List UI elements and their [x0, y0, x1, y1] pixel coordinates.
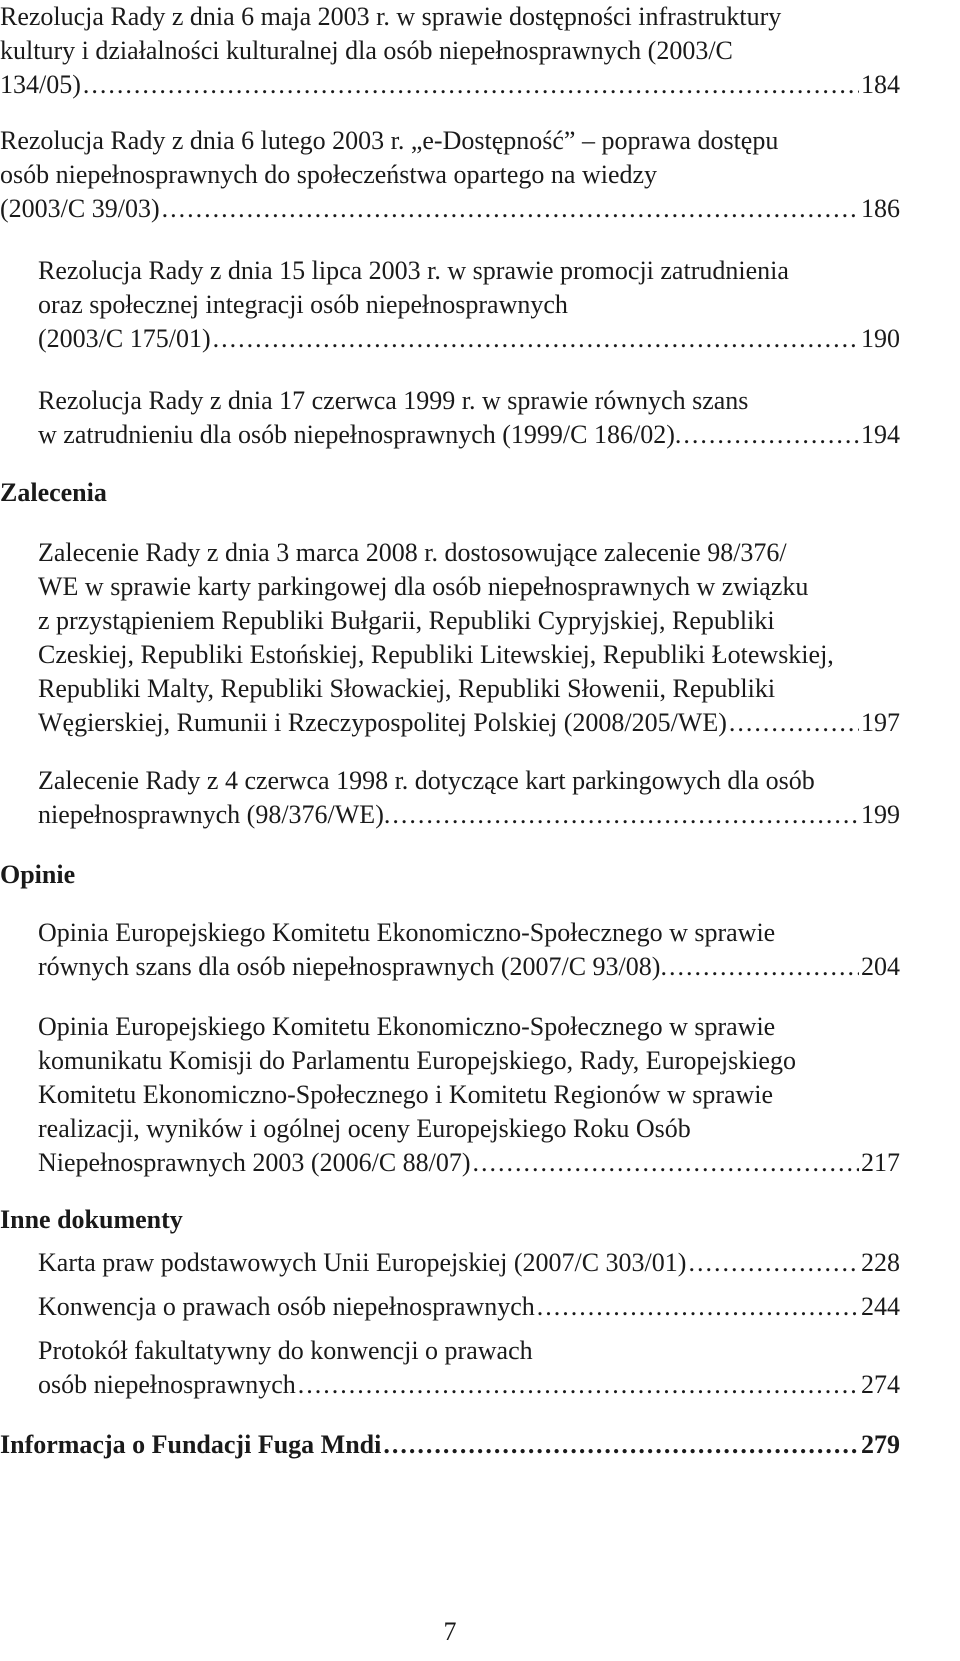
entry-line: z przystąpieniem Republiki Bułgarii, Republiki Cypryjskiej, Republiki [38, 606, 775, 635]
leader-dots [83, 68, 859, 102]
leader-dots [688, 1246, 859, 1280]
entry-last-line [38, 322, 900, 356]
entry-last-line [0, 1428, 900, 1462]
entry-text: Karta praw podstawowych Unii Europejskiej (2007/C 303/01) [38, 1248, 687, 1277]
leader-dots [537, 1290, 859, 1324]
leader-dots [683, 418, 859, 452]
entry-last-line [38, 1290, 900, 1324]
entry-line: Protokół fakultatywny do konwencji o prawach [38, 1336, 533, 1365]
entry-last-line [38, 1146, 900, 1180]
page-ref: 204 [861, 952, 900, 981]
entry-text: niepełnosprawnych (98/376/WE). [38, 800, 391, 829]
page-ref: 197 [861, 708, 900, 737]
section-heading-opinie: Opinie [0, 860, 76, 889]
page-ref: 199 [861, 800, 900, 829]
entry-line: Czeskiej, Republiki Estońskiej, Republiki Litewskiej, Republiki Łotewskiej, [38, 640, 834, 669]
entry-line: Republiki Malty, Republiki Słowackiej, Republiki Słowenii, Republiki [38, 674, 776, 703]
entry-last-line [38, 950, 900, 984]
entry-text: (2003/C 175/01) [38, 324, 211, 353]
page-ref: 184 [861, 70, 900, 99]
entry-text: w zatrudnieniu dla osób niepełnosprawnych (1999/C 186/02). [38, 420, 682, 449]
entry-last-line [38, 1246, 900, 1280]
leader-dots [383, 1428, 859, 1462]
entry-text: Konwencja o prawach osób niepełnosprawnych [38, 1292, 535, 1321]
entry-last-line [0, 68, 900, 102]
leader-dots [473, 1146, 859, 1180]
entry-line: Rezolucja Rady z dnia 6 lutego 2003 r. „e-Dostępność” – poprawa dostępu [0, 126, 779, 155]
page-ref: 190 [861, 324, 900, 353]
entry-text: Węgierskiej, Rumunii i Rzeczypospolitej Polskiej (2008/205/WE) [38, 708, 727, 737]
entry-text: (2003/C 39/03) [0, 194, 160, 223]
entry-text: równych szans dla osób niepełnosprawnych (2007/C 93/08). [38, 952, 667, 981]
toc-entry [38, 916, 900, 984]
entry-text: Niepełnosprawnych 2003 (2006/C 88/07) [38, 1148, 471, 1177]
entry-line: Rezolucja Rady z dnia 6 maja 2003 r. w sprawie dostępności infrastruktury [0, 2, 782, 31]
page-ref: 194 [861, 420, 900, 449]
toc-entry [38, 254, 900, 356]
entry-line: Komitetu Ekonomiczno-Społecznego i Komitetu Regionów w sprawie [38, 1080, 774, 1109]
page-ref: 274 [861, 1370, 900, 1399]
entry-last-line [0, 192, 900, 226]
entry-line: Rezolucja Rady z dnia 15 lipca 2003 r. w sprawie promocji zatrudnienia [38, 256, 789, 285]
leader-dots [298, 1368, 859, 1402]
entry-last-line [38, 798, 900, 832]
toc-entry [38, 536, 900, 740]
entry-line: Opinia Europejskiego Komitetu Ekonomiczno-Społecznego w sprawie [38, 918, 776, 947]
leader-dots [669, 950, 859, 984]
leader-dots [162, 192, 859, 226]
toc-entry [38, 764, 900, 832]
entry-line: osób niepełnosprawnych do społeczeństwa opartego na wiedzy [0, 160, 658, 189]
entry-line: Zalecenie Rady z 4 czerwca 1998 r. dotyczące kart parkingowych dla osób [38, 766, 815, 795]
section-heading-zalecenia: Zalecenia [0, 478, 107, 507]
toc-entry [0, 1428, 900, 1462]
section-heading-inne-dokumenty: Inne dokumenty [0, 1205, 183, 1234]
toc-entry [38, 384, 900, 452]
toc-entry [0, 124, 900, 226]
entry-last-line [38, 418, 900, 452]
entry-line: WE w sprawie karty parkingowej dla osób niepełnosprawnych w związku [38, 572, 809, 601]
page-ref: 279 [861, 1430, 900, 1459]
entry-line: Opinia Europejskiego Komitetu Ekonomiczno-Społecznego w sprawie [38, 1012, 776, 1041]
entry-last-line [38, 706, 900, 740]
page-ref: 228 [861, 1248, 900, 1277]
entry-text: Informacja o Fundacji Fuga Mndi [0, 1430, 382, 1459]
leader-dots [213, 322, 859, 356]
toc-entry [38, 1010, 900, 1180]
entry-text: 134/05) [0, 70, 81, 99]
toc-entry [38, 1334, 900, 1402]
entry-text: osób niepełnosprawnych [38, 1370, 296, 1399]
entry-line: Rezolucja Rady z dnia 17 czerwca 1999 r. w sprawie równych szans [38, 386, 749, 415]
entry-line: oraz społecznej integracji osób niepełnosprawnych [38, 290, 568, 319]
entry-line: kultury i działalności kulturalnej dla osób niepełnosprawnych (2003/C [0, 36, 733, 65]
toc-entry [38, 1246, 900, 1280]
page-number: 7 [443, 1617, 457, 1646]
page-ref: 244 [861, 1292, 900, 1321]
leader-dots [729, 706, 859, 740]
leader-dots [392, 798, 859, 832]
entry-last-line [38, 1368, 900, 1402]
entry-line: Zalecenie Rady z dnia 3 marca 2008 r. dostosowujące zalecenie 98/376/ [38, 538, 787, 567]
page-ref: 186 [861, 194, 900, 223]
entry-line: komunikatu Komisji do Parlamentu Europejskiego, Rady, Europejskiego [38, 1046, 796, 1075]
page-ref: 217 [861, 1148, 900, 1177]
entry-line: realizacji, wyników i ogólnej oceny Europejskiego Roku Osób [38, 1114, 691, 1143]
toc-entry [38, 1290, 900, 1324]
toc-entry [0, 0, 900, 102]
